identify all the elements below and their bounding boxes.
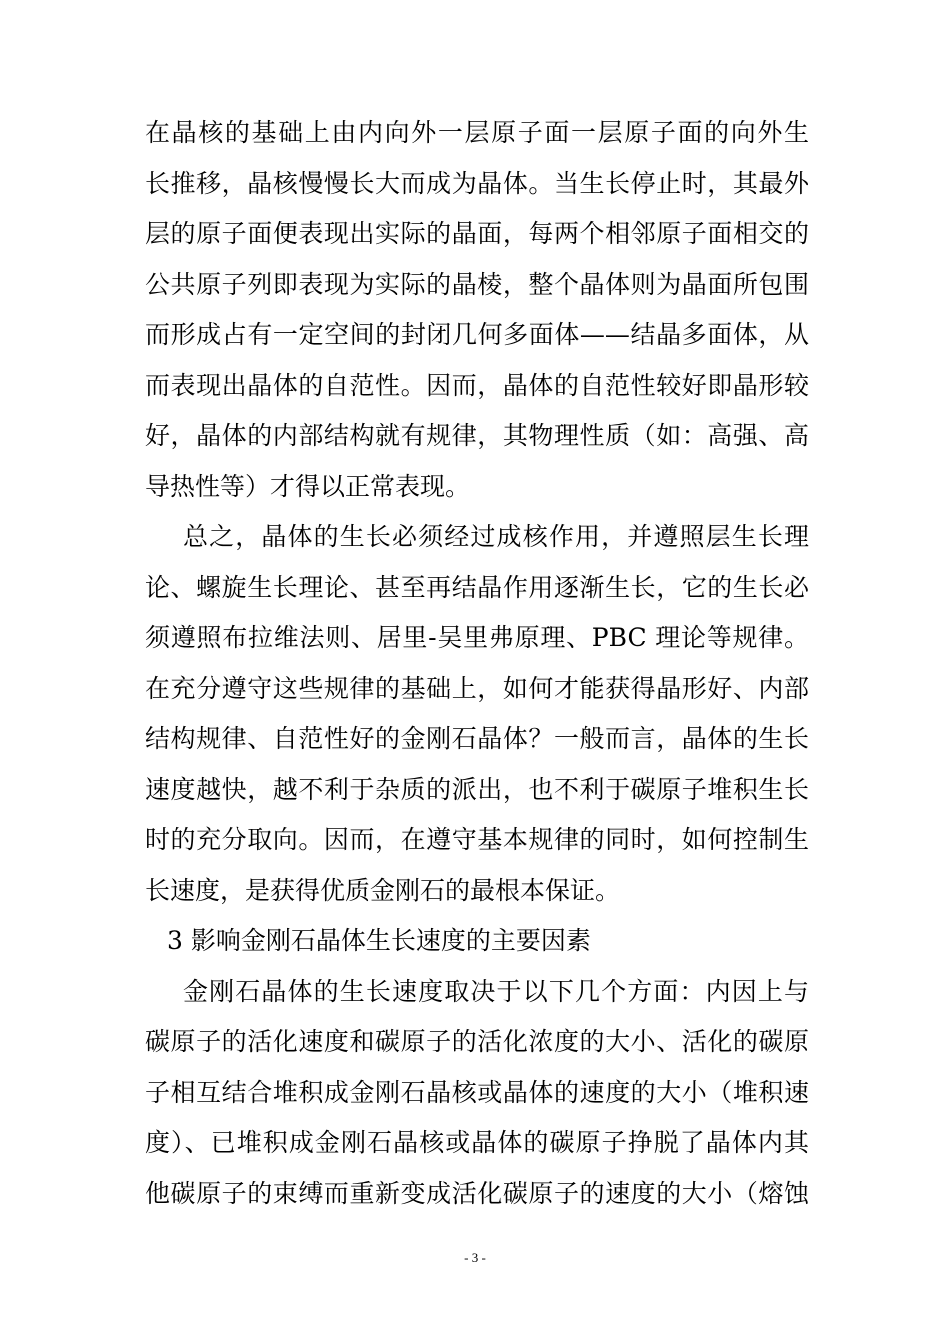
text-line: 须遵照布拉维法则、居里-吴里弗原理、PBC 理论等规律。: [145, 623, 809, 652]
paragraph-crystal-growth: [145, 108, 809, 512]
paragraph-growth-factors: [145, 967, 809, 1220]
text-line: 在充分遵守这些规律的基础上，如何才能获得晶形好、内部: [145, 673, 809, 703]
paragraph-summary: [145, 512, 809, 916]
text-line: 子相互结合堆积成金刚石晶核或晶体的速度的大小（堆积速: [145, 1077, 809, 1107]
text-line: 总之，晶体的生长必须经过成核作用，并遵照层生长理: [183, 522, 809, 551]
text-line: 他碳原子的束缚而重新变成活化碳原子的速度的大小（熔蚀: [145, 1178, 809, 1208]
section-heading: 3 影响金刚石晶体生长速度的主要因素: [167, 926, 591, 955]
text-line: 时的充分取向。因而，在遵守基本规律的同时，如何控制生: [145, 825, 809, 854]
text-line: 而表现出晶体的自范性。因而，晶体的自范性较好即晶形较: [145, 370, 809, 400]
text-line: 好，晶体的内部结构就有规律，其物理性质（如：高强、高: [145, 421, 809, 450]
text-line: 层的原子面便表现出实际的晶面，每两个相邻原子面相交的: [145, 219, 809, 248]
text-line: 速度越快，越不利于杂质的派出，也不利于碳原子堆积生长: [145, 774, 809, 804]
body-text: [145, 108, 809, 1219]
text-line: 金刚石晶体的生长速度取决于以下几个方面：内因上与: [183, 976, 809, 1006]
text-line: 论、螺旋生长理论、甚至再结晶作用逐渐生长，它的生长必: [145, 572, 809, 602]
text-line: 公共原子列即表现为实际的晶棱，整个晶体则为晶面所包围: [145, 269, 809, 299]
text-line: 度）、已堆积成金刚石晶核或晶体的碳原子挣脱了晶体内其: [145, 1128, 809, 1157]
text-line: 长速度，是获得优质金刚石的最根本保证。: [145, 875, 621, 905]
text-line: 而形成占有一定空间的封闭几何多面体——结晶多面体，从: [145, 320, 809, 349]
text-line: 碳原子的活化速度和碳原子的活化浓度的大小、活化的碳原: [145, 1027, 809, 1056]
text-line: 在晶核的基础上由内向外一层原子面一层原子面的向外生: [145, 118, 809, 147]
text-line: 长推移，晶核慢慢长大而成为晶体。当生长停止时，其最外: [145, 168, 809, 198]
page-number: - 3 -: [464, 1250, 486, 1265]
text-line: 结构规律、自范性好的金刚石晶体？一般而言，晶体的生长: [145, 724, 809, 753]
text-line: 导热性等）才得以正常表现。: [145, 471, 471, 501]
